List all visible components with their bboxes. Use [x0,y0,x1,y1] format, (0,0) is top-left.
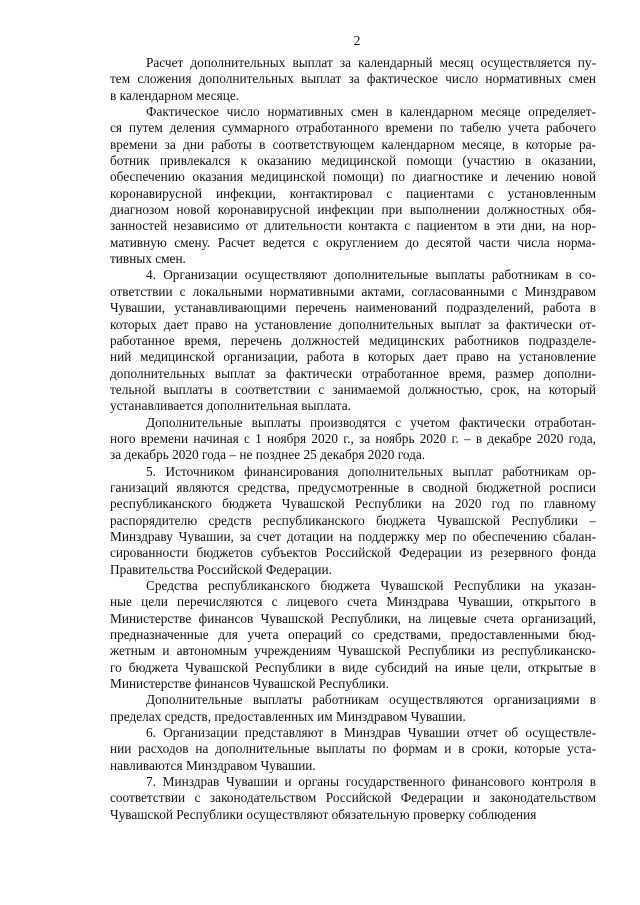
paragraph [110,578,596,692]
paragraph [110,104,596,267]
text-line: дополнительных выплат за фактически отработанное время, размер дополни- [110,365,596,381]
text-line: предназначенные для учета операций со средствами, предоставленными бюд- [110,627,596,643]
text-line: занностей независимо от длительности контакта с пациентом в эти дни, на нор- [110,218,596,234]
text-line: обеспечению оказания медицинской помощи) по диагностике и лечению новой [110,169,596,185]
text-line: Чувашии, устанавливающими перечень наименований подразделений, работа в [110,300,596,316]
paragraph [110,774,596,823]
text-line: тивных смен. [110,251,186,267]
text-line: Министерстве финансов Чувашской Республики. [110,676,389,692]
paragraph [110,415,596,464]
text-line: 4. Организации осуществляют дополнительные выплаты работникам в со- [146,267,596,283]
text-line: ний медицинской организации, работа в которых дает право на установление [110,349,596,365]
text-line: диагнозом новой коронавирусной инфекции при выполнении должностных обя- [110,202,596,218]
text-line: ганизаций являются средства, предусмотренные в сводной бюджетной росписи [110,479,596,495]
text-line: ные цели перечисляются с лицевого счета Минздрава Чувашии, открытого в [110,594,596,610]
text-line: тельной выплаты в соответствии с занимаемой должностью, срок, на который [110,381,596,397]
paragraph [110,55,596,104]
text-line: Дополнительные выплаты производятся с учетом фактически отработан- [146,414,596,430]
text-line: сированности бюджетов субъектов Российской Федерации из резервного фонда [110,545,596,561]
text-line: ся путем деления суммарного отработанного времени по табелю учета рабочего [110,120,596,136]
text-line: 6. Организации представляют в Минздрав Чувашии отчет об осуществле- [146,725,596,741]
text-line: ответствии с локальными нормативными актами, согласованными с Минздравом [110,283,596,299]
page-number: 2 [353,33,361,48]
text-line: времени за дни работы в соответствующем календарном месяце, в которые ра- [110,136,596,152]
text-line: коронавирусной инфекции, контактировал с пациентами с установленным [110,185,596,201]
text-line: Правительства Российской Федерации. [110,561,332,577]
text-line: 5. Источником финансирования дополнительных выплат работникам ор- [146,463,596,479]
text-line: Расчет дополнительных выплат за календарный месяц осуществляется пу- [146,55,596,70]
text-line: распорядителю средств республиканского бюджета Чувашской Республики – [110,512,596,528]
text-line: Фактическое число нормативных смен в календарном месяце определяет- [146,104,596,120]
text-line: в календарном месяце. [110,87,240,103]
paragraph [110,725,596,774]
text-line: Министерстве финансов Чувашской Республики, на лицевые счета организаций, [110,610,596,626]
text-line: нии расходов на дополнительные выплаты по формам и в сроки, которые уста- [110,741,596,757]
text-line: жетным и автономным учреждениям Чувашской Республики из республиканско- [110,643,596,659]
text-line: пределах средств, предоставленных им Минздравом Чувашии. [110,708,466,724]
text-line: Средства республиканского бюджета Чувашской Республики на указан- [146,578,596,593]
text-line: мативную смену. Расчет ведется с округлением до десятой части числа норма- [110,234,596,250]
text-line: 7. Минздрав Чувашии и органы государственного финансового контроля в [146,774,596,790]
text-line: Дополнительные выплаты работникам осуществляются организациями в [146,692,596,708]
text-line: работанное время, перечень должностей медицинских работников подразделе- [110,332,596,348]
text-line: устанавливается дополнительная выплата. [110,398,351,414]
text-line: республиканского бюджета Чувашской Республики на 2020 год по главному [110,496,596,512]
text-line: соответствии с законодательством Российской Федерации и законодательством [110,790,596,806]
document-page [110,32,596,823]
text-line: Чувашской Республики осуществляют обязательную проверку соблюдения [110,806,537,822]
paragraph [110,692,596,725]
text-line: тем сложения дополнительных выплат за фактическое число нормативных смен [110,71,596,87]
text-line: ного времени начиная с 1 ноября 2020 г., за ноябрь 2020 г. – в декабре 2020 года, [110,430,596,446]
paragraph [110,464,596,578]
paragraph [110,267,596,414]
text-line: го бюджета Чувашской Республики в виде субсидий на иные цели, открытые в [110,659,596,675]
text-line: за декабрь 2020 года – не позднее 25 декабря 2020 года. [110,447,426,463]
text-line: которых дает право на установление дополнительных выплат за фактически от- [110,316,596,332]
text-line: навливаются Минздравом Чувашии. [110,757,316,773]
document-body [110,55,596,823]
text-line: ботник привлекался к оказанию медицинской помощи (участию в оказании, [110,153,596,169]
text-line: Минздраву Чувашии, за счет дотации на поддержку мер по обеспечению сбалан- [110,528,596,544]
